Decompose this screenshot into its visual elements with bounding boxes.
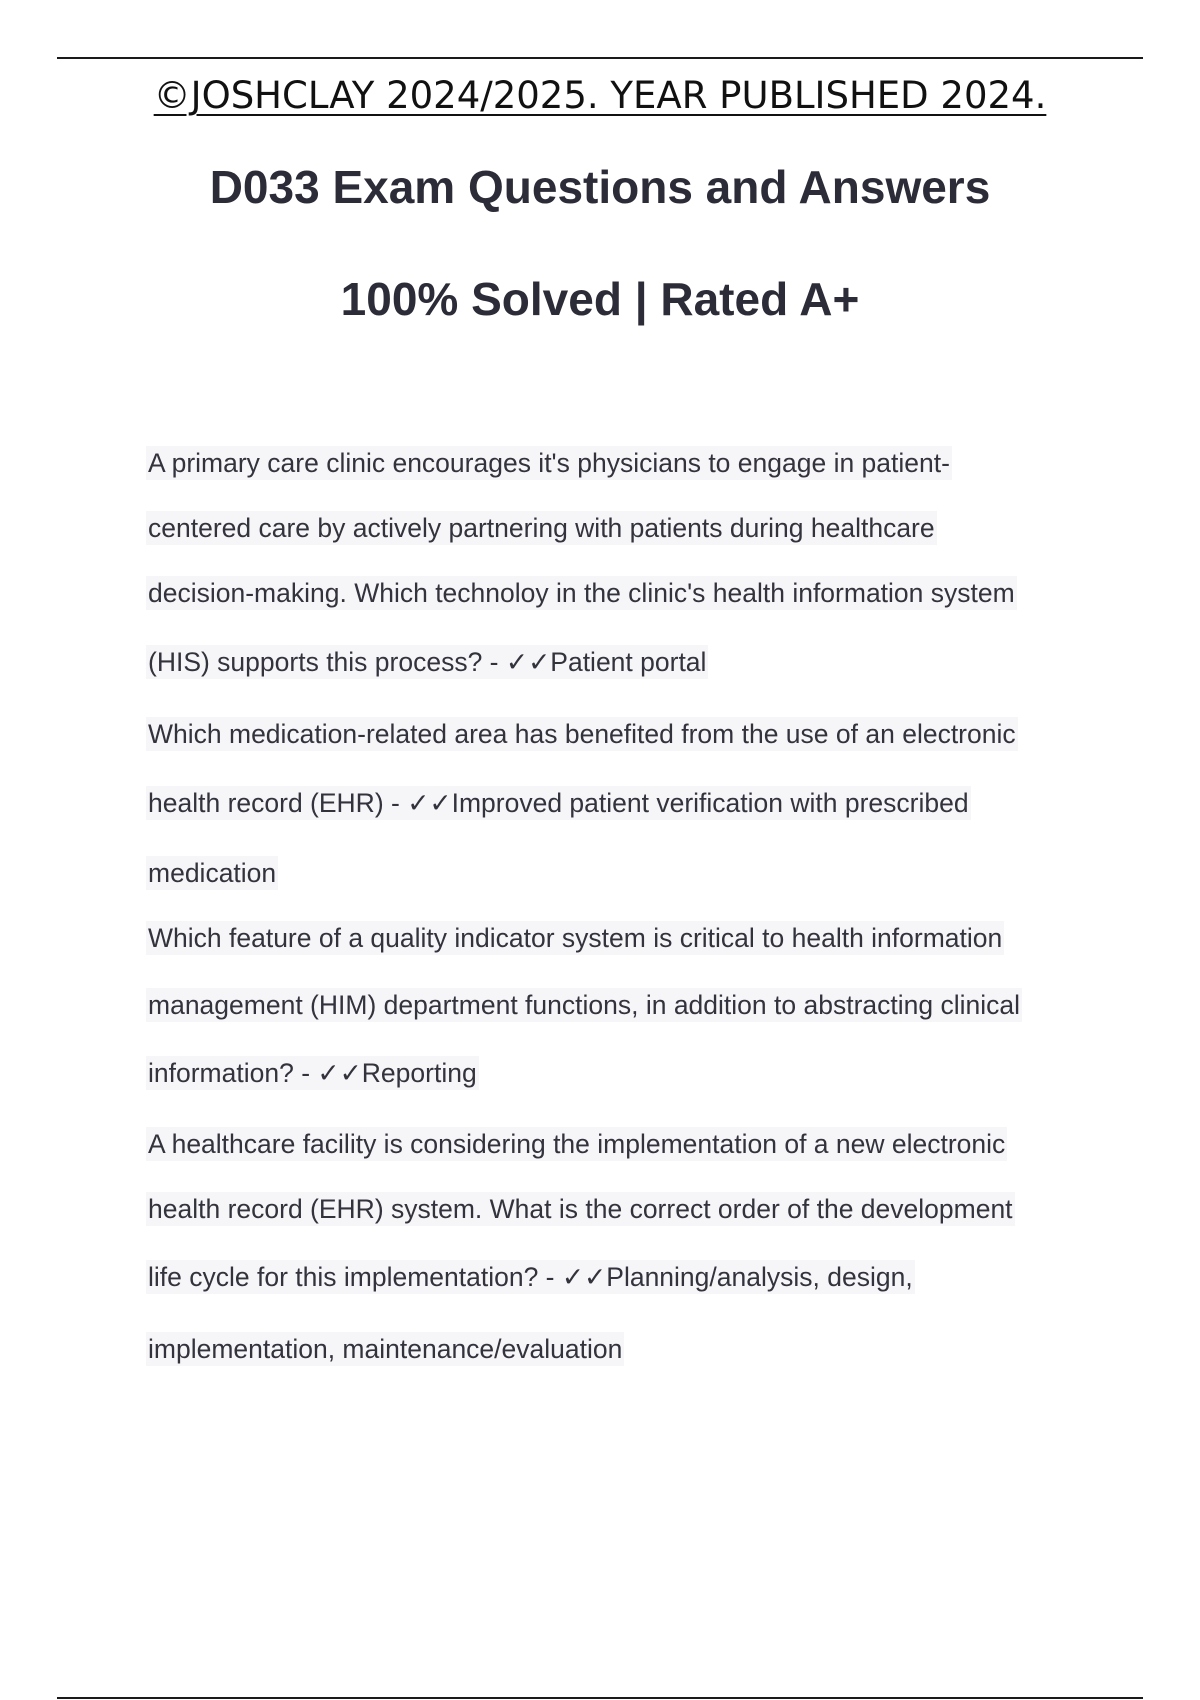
document-subtitle: 100% Solved | Rated A+ (340, 273, 860, 325)
qa-1-line-2: centered care by actively partnering with patients during healthcare (148, 513, 935, 543)
document-title: D033 Exam Questions and Answers (209, 161, 991, 213)
qa-4-line-3: life cycle for this implementation? - ✓✓Planning/analysis, design, (148, 1262, 913, 1292)
bottom-rule (57, 1697, 1143, 1699)
qa-3-line-2: management (HIM) department functions, in addition to abstracting clinical (148, 990, 1020, 1020)
qa-2-line-3: medication (148, 858, 277, 888)
qa-1-line-3: decision-making. Which technoloy in the clinic's health information system (148, 578, 1015, 608)
qa-3-line-1: Which feature of a quality indicator system is critical to health information (148, 923, 1003, 953)
qa-4-line-2: health record (EHR) system. What is the correct order of the development (148, 1194, 1013, 1224)
copyright-text: ©JOSHCLAY 2024/2025. YEAR PUBLISHED 2024. (153, 74, 1047, 117)
qa-1-line-1: A primary care clinic encourages it's physicians to engage in patient- (148, 448, 950, 478)
qa-4-line-4: implementation, maintenance/evaluation (148, 1334, 623, 1364)
qa-3-line-3: information? - ✓✓Reporting (148, 1058, 477, 1088)
qa-4-line-1: A healthcare facility is considering the implementation of a new electronic (148, 1129, 1006, 1159)
qa-2-line-1: Which medication-related area has benefited from the use of an electronic (148, 719, 1016, 749)
qa-2-line-2: health record (EHR) - ✓✓Improved patient verification with prescribed (148, 788, 969, 818)
qa-1-line-4: (HIS) supports this process? - ✓✓Patient portal (148, 647, 707, 677)
